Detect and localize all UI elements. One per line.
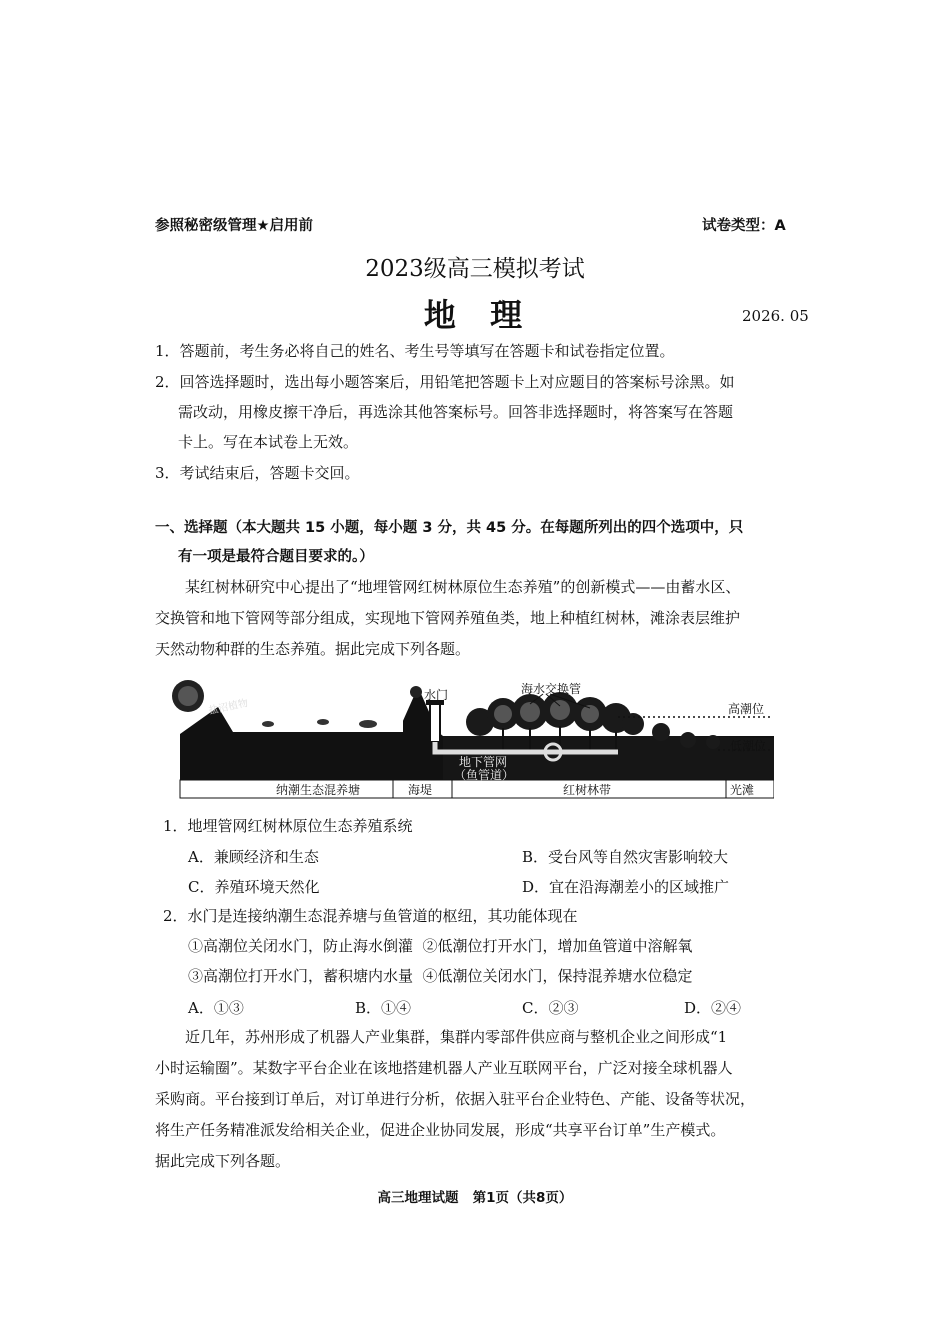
instruction-1: 1．答题前，考生务必将自己的姓名、考生号等填写在答题卡和试卷指定位置。 — [155, 342, 675, 360]
q2-option-c[interactable]: C．②③ — [522, 999, 579, 1017]
secret-mark: 参照秘密级管理★启用前 — [155, 218, 313, 234]
q1-option-c[interactable]: C．养殖环境天然化 — [188, 878, 320, 896]
salt-plants-label: 盐沼植物 — [207, 697, 250, 717]
passage2-line3: 采购商。平台接到订单后，对订单进行分析，依据入驻平台企业特色、产能、设备等状况， — [155, 1090, 756, 1108]
q2-stem: 2．水门是连接纳潮生态混养塘与鱼管道的枢纽，其功能体现在 — [163, 907, 578, 925]
zone-pond: 纳潮生态混养塘 — [276, 783, 361, 797]
passage2-line5: 据此完成下列各题。 — [155, 1152, 291, 1170]
q1-option-a[interactable]: A．兼顾经济和生态 — [188, 848, 319, 866]
passage2-line2: 小时运输圈”。某数字平台企业在该地搭建机器人产业互联网平台，广泛对接全球机器人 — [155, 1059, 733, 1077]
passage1-line1: 某红树林研究中心提出了“地埋管网红树林原位生态养殖”的创新模式——由蓄水区、 — [185, 578, 741, 596]
sluice-label: 水门 — [424, 688, 449, 702]
section-heading-cont: 有一项是最符合题目要求的。） — [178, 549, 374, 565]
q1-option-b[interactable]: B．受台风等自然灾害影响较大 — [522, 848, 729, 866]
instruction-2-cont: 需改动，用橡皮擦干净后，再选涂其他答案标号。回答非选择题时，将答案写在答题 — [178, 403, 734, 421]
instruction-2: 2．回答选择题时，选出每小题答案后，用铅笔把答题卡上对应题目的答案标号涂黑。如 — [155, 373, 735, 391]
mangrove-diagram — [158, 672, 774, 800]
q2-option-d[interactable]: D．②④ — [684, 999, 742, 1017]
zone-dike: 海堤 — [408, 783, 433, 797]
q1-stem: 1．地埋管网红树林原位生态养殖系统 — [163, 817, 413, 835]
section-heading: 一、选择题（本大题共 15 小题，每小题 3 分，共 45 分。在每题所列出的四个选项中，只 — [155, 520, 744, 536]
instruction-2-end: 卡上。写在本试卷上无效。 — [178, 433, 359, 451]
passage1-line2: 交换管和地下管网等部分组成，实现地下管网养殖鱼类，地上种植红树林，滩涂表层维护 — [155, 609, 741, 627]
paper-type: 试卷类型：A — [702, 218, 786, 234]
passage2-line1: 近几年，苏州形成了机器人产业集群，集群内零部件供应商与整机企业之间形成“1 — [185, 1028, 728, 1046]
q2-items-1: ①高潮位关闭水门，防止海水倒灌 ②低潮位打开水门，增加鱼管道中溶解氧 — [188, 937, 693, 955]
underground-net-label: 地下管网 — [459, 755, 508, 769]
instruction-3: 3．考试结束后，答题卡交回。 — [155, 464, 360, 482]
subject-title: 地 理 — [423, 296, 527, 334]
q2-items-2: ③高潮位打开水门，蓄积塘内水量 ④低潮位关闭水门，保持混养塘水位稳定 — [188, 967, 693, 985]
q1-option-d[interactable]: D．宜在沿海潮差小的区域推广 — [522, 878, 730, 896]
low-tide-label: 低潮位 — [730, 739, 767, 753]
high-tide-label: 高潮位 — [728, 702, 765, 716]
zone-mudflat: 光滩 — [730, 783, 755, 797]
q2-option-b[interactable]: B．①④ — [355, 999, 412, 1017]
q2-option-a[interactable]: A．①③ — [188, 999, 244, 1017]
exam-date: 2026. 05 — [742, 307, 809, 325]
exam-title: 2023级高三模拟考试 — [365, 256, 585, 282]
fish-channel-label: （鱼管道） — [454, 768, 515, 782]
passage2-line4: 将生产任务精准派发给相关企业，促进企业协同发展，形成“共享平台订单”生产模式。 — [155, 1121, 726, 1139]
page-footer: 高三地理试题 第1页（共8页） — [377, 1190, 573, 1206]
exchange-pipe-label: 海水交换管 — [521, 682, 582, 696]
passage1-line3: 天然动物种群的生态养殖。据此完成下列各题。 — [155, 640, 471, 658]
zone-mangrove: 红树林带 — [563, 783, 612, 797]
